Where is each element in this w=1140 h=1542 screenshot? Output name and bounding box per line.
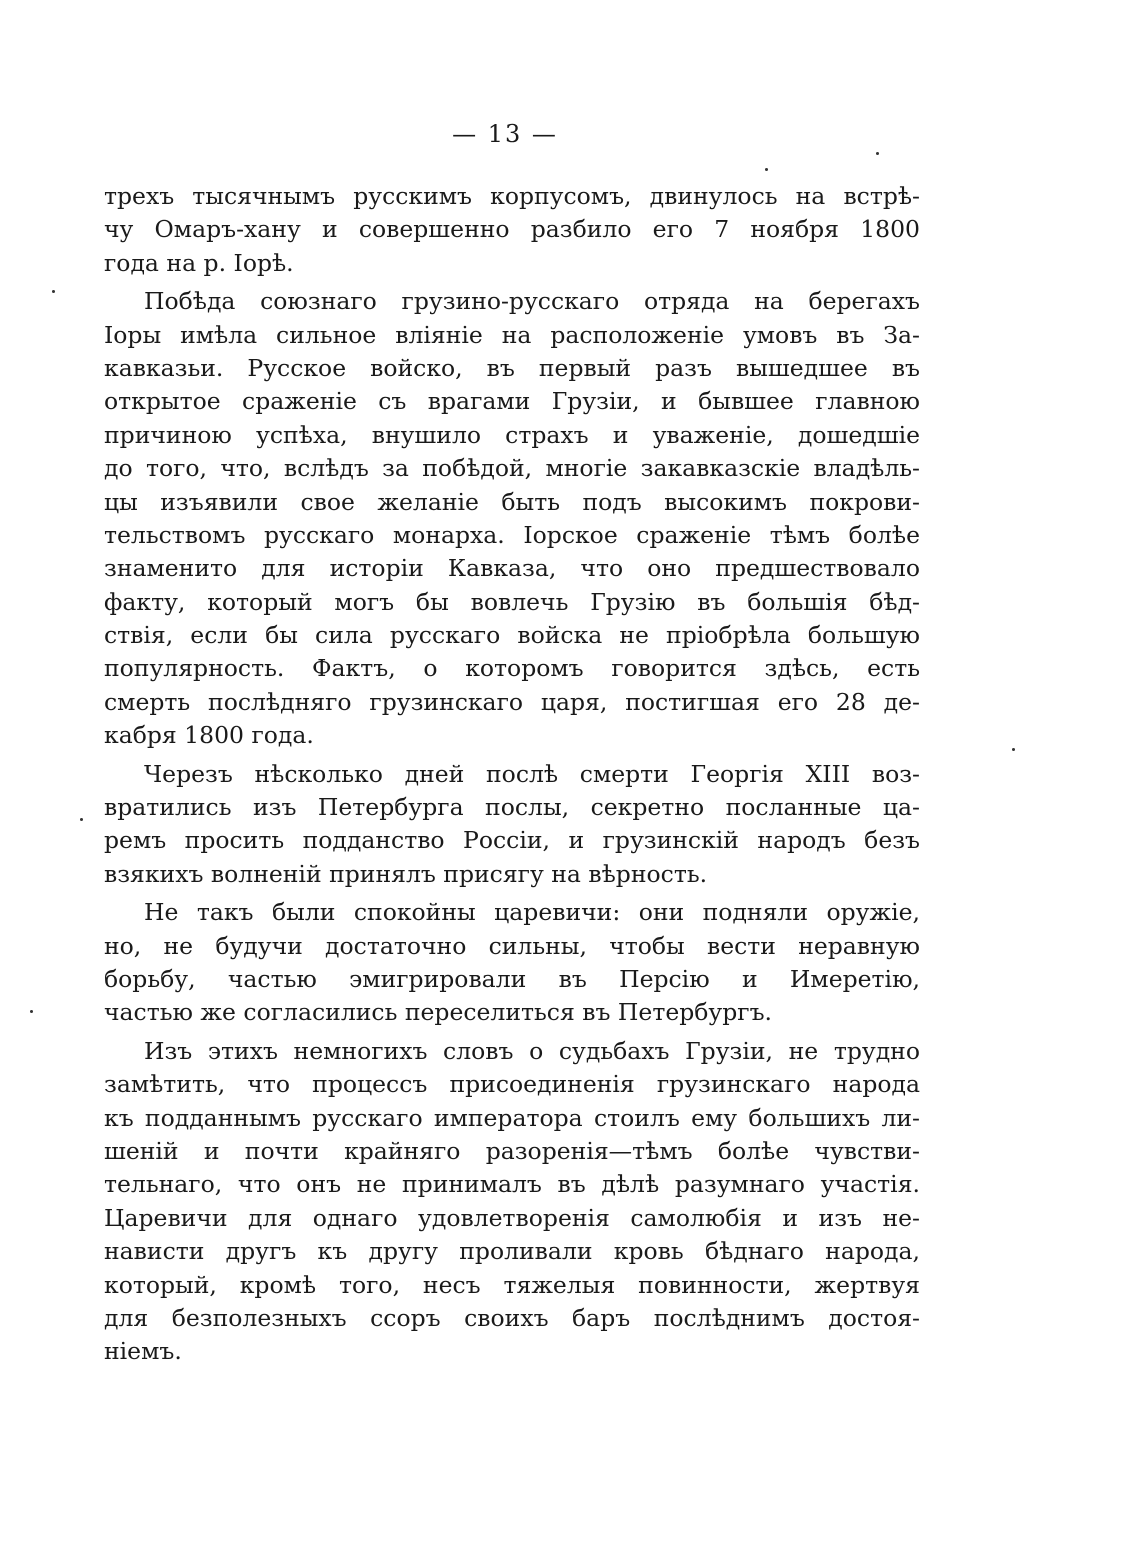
text-line: до того, что, вслѣдъ за побѣдой, многіе закавказскіе владѣль- [104,454,920,483]
text-line: тельнаго, что онъ не принималъ въ дѣлѣ разумнаго участія. [104,1170,920,1199]
text-line: но, не будучи достаточно сильны, чтобы вести неравную [104,931,920,960]
text-line: взякихъ волненій принялъ присягу на вѣрность. [104,859,708,888]
text-line: ніемъ. [104,1337,182,1366]
text-line: для безполезныхъ ссоръ своихъ баръ послѣднимъ достоя- [104,1303,920,1332]
paragraph-2 [104,285,920,752]
scan-speck [765,168,768,171]
scan-speck [52,290,55,293]
scan-speck [876,152,879,155]
paragraph-4 [104,896,920,1030]
text-line: ствія, если бы сила русскаго войска не пріобрѣла большую [104,621,920,650]
paragraph-5 [104,1035,920,1369]
text-line: знаменито для исторіи Кавказа, что оно предшествовало [104,554,920,583]
text-line: года на р. Іорѣ. [104,248,294,277]
text-line: Царевичи для однаго удовлетворенія самолюбія и изъ не- [104,1203,920,1232]
text-line: нависти другъ къ другу проливали кровь бѣднаго народа, [104,1237,920,1266]
text-line: замѣтить, что процессъ присоединенія грузинскаго народа [104,1070,920,1099]
paragraph-3 [104,758,920,892]
paragraph-1 [104,180,920,280]
text-line: цы изъявили свое желаніе быть подъ высокимъ покрови- [104,487,920,516]
text-line: Іоры имѣла сильное вліяніе на расположеніе умовъ въ За- [104,320,920,349]
text-line: который, кромѣ того, несъ тяжелыя повинности, жертвуя [104,1270,920,1299]
text-line: причиною успѣха, внушило страхъ и уваженіе, дошедшіе [104,420,920,449]
text-line: трехъ тысячнымъ русскимъ корпусомъ, двинулось на встрѣ- [104,182,920,210]
text-line: Черезъ нѣсколько дней послѣ смерти Георгія XIII воз- [144,759,920,788]
text-line: Не такъ были спокойны царевичи: они подняли оружіе, [144,898,920,927]
text-line: смерть послѣдняго грузинскаго царя, постигшая его 28 де- [104,687,920,716]
text-line: тельствомъ русскаго монарха. Іорское сраженіе тѣмъ болѣе [104,520,920,549]
scan-speck [30,1010,33,1013]
page-number: — 13 — [452,120,558,148]
scan-speck [80,818,83,821]
text-line: борьбу, частью эмигрировали въ Персію и Имеретію, [104,964,920,993]
text-line: популярность. Фактъ, о которомъ говорится здѣсь, есть [104,654,920,683]
body-text [104,180,920,1369]
text-line: кавказьи. Русское войско, въ первый разъ вышедшее въ [104,353,920,382]
text-line: къ подданнымъ русскаго императора стоилъ ему большихъ ли- [104,1103,920,1132]
text-line: Изъ этихъ немногихъ словъ о судьбахъ Грузіи, не трудно [144,1036,920,1065]
text-line: факту, который могъ бы вовлечь Грузію въ большія бѣд- [104,587,920,616]
text-line: шеній и почти крайняго разоренія—тѣмъ болѣе чувстви- [104,1136,920,1165]
text-line: ремъ просить подданство Россіи, и грузинскій народъ безъ [104,826,920,855]
text-line: частью же согласились переселиться въ Петербургъ. [104,998,773,1027]
scan-speck [1012,748,1015,751]
text-line: Побѣда союзнаго грузино-русскаго отряда на берегахъ [144,287,920,316]
text-line: кабря 1800 года. [104,721,314,750]
text-line: чу Омаръ-хану и совершенно разбило его 7 ноября 1800 [104,215,920,244]
text-line: открытое сраженіе съ врагами Грузіи, и бывшее главною [104,387,920,416]
text-line: вратились изъ Петербурга послы, секретно посланные ца- [104,793,920,822]
